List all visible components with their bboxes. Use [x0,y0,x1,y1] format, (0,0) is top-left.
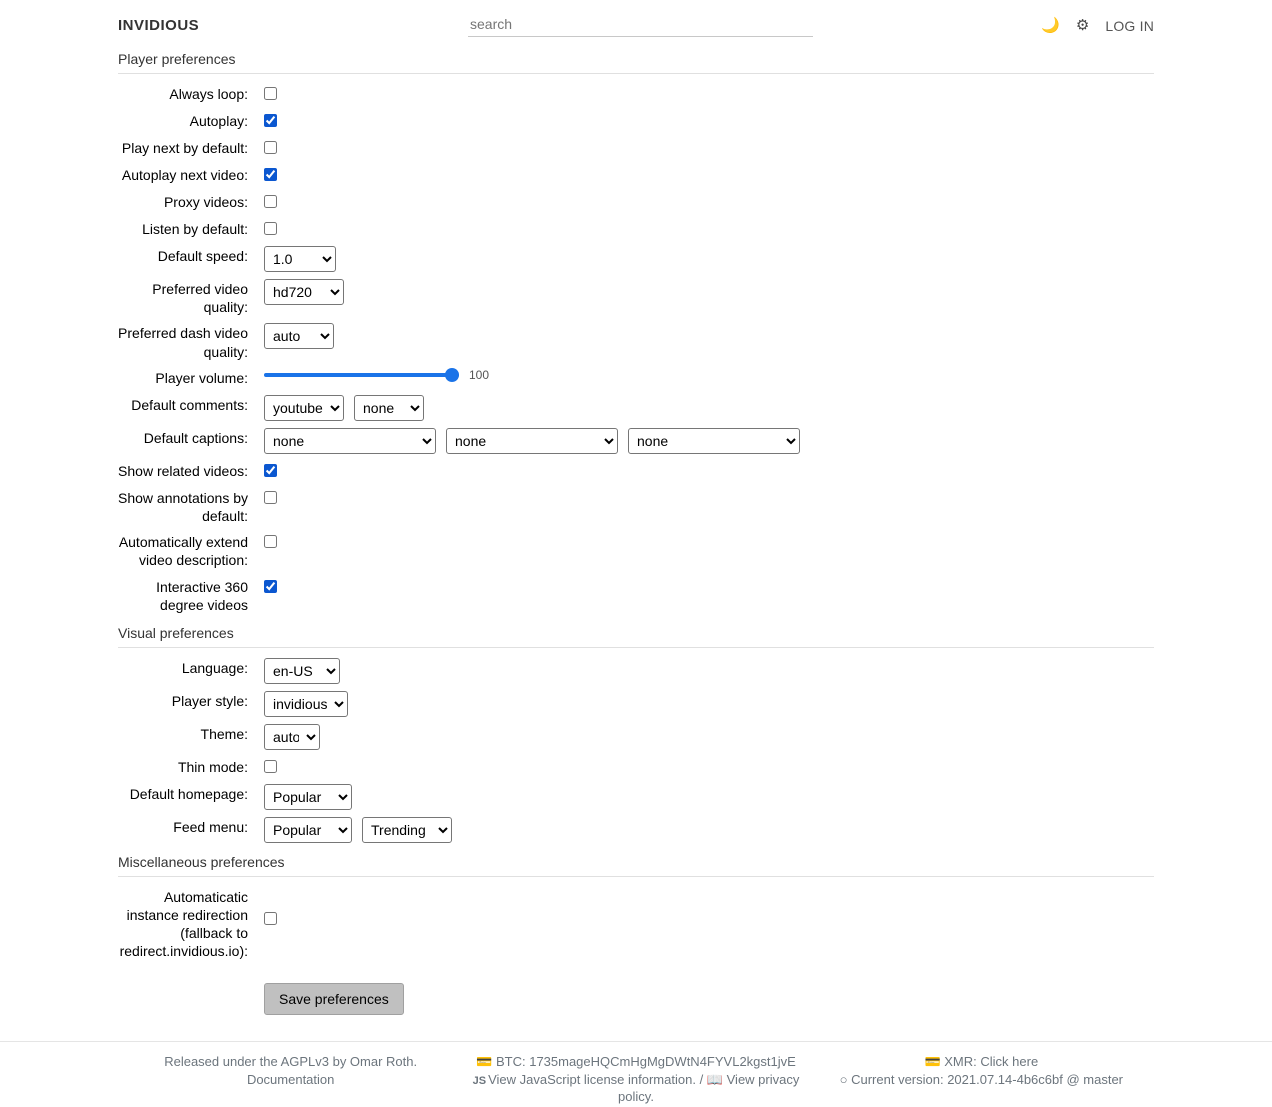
checkbox-always-loop[interactable] [264,87,277,100]
navbar-actions [813,18,1154,34]
label-feed-menu: Feed menu: [173,818,248,835]
checkbox-show-annotations[interactable] [264,491,277,504]
select-theme[interactable] [264,724,320,750]
footer-btc-link[interactable]: BTC: 1735mageHQCmHgMgDWtN4FYVL2kgst1jvE [495,1053,796,1069]
label-default-speed: Default speed: [157,248,248,264]
label-thin-mode: Thin mode: [177,758,248,775]
select-default-homepage[interactable] [264,784,352,810]
brand-link[interactable]: INVIDIOUS [118,17,200,34]
label-preferred-quality: Preferred video quality: [152,281,248,316]
pref-row-preferred-dash-quality [118,323,1154,360]
footer-center [463,1054,808,1107]
footer-documentation-link[interactable]: Documentation [246,1071,335,1087]
select-default-comments-1[interactable] [264,395,344,421]
pref-row-interactive-360 [118,577,1154,614]
pref-row-language [118,658,1154,684]
pref-row-theme [118,724,1154,750]
footer-privacy-link[interactable]: View privacy policy. [618,1071,800,1104]
checkbox-proxy-videos[interactable] [264,195,277,208]
label-show-related: Show related videos: [118,462,248,479]
navbar [0,0,1272,47]
pref-row-volume [118,368,1154,388]
checkbox-play-next[interactable] [264,141,277,154]
value-player-volume: 100 [469,367,490,382]
checkbox-show-related[interactable] [264,464,277,477]
pref-row-extend-description [118,532,1154,569]
pref-row-autoplay-next [118,165,1154,185]
monero-icon-right: 💳 [924,1053,941,1069]
label-theme: Theme: [200,725,248,742]
footer-separator: / [699,1071,704,1087]
select-default-comments-2[interactable] [354,395,424,421]
select-default-captions-2[interactable] [446,428,618,454]
label-play-next: Play next by default: [121,140,248,156]
pref-row-play-next [118,138,1154,158]
label-player-volume: Player volume: [155,369,248,386]
pref-row-thin-mode [118,757,1154,777]
pref-row-always-loop [118,84,1154,104]
select-language[interactable] [264,658,340,684]
label-default-homepage: Default homepage: [129,785,248,802]
label-default-comments: Default comments: [131,396,248,413]
search-input[interactable] [468,14,813,37]
select-preferred-quality[interactable] [264,279,344,305]
github-icon: ○ [839,1071,848,1087]
checkbox-autoplay-next[interactable] [264,168,277,181]
checkbox-listen-default[interactable] [264,222,277,235]
select-feed-menu-1[interactable] [264,817,352,843]
label-player-style: Player style: [171,692,248,709]
label-autoplay: Autoplay: [189,113,248,129]
pref-row-listen-default [118,219,1154,239]
label-auto-instance-redirect: Automaticatic instance redirection (fallback to redirect.invidious.io): [119,888,248,960]
pref-row-default-captions [118,428,1154,454]
pref-row-preferred-quality [118,279,1154,316]
label-language: Language: [181,659,248,676]
pref-row-feed-menu [118,817,1154,843]
section-title-visual: Visual preferences [118,621,1154,648]
section-title-player: Player preferences [118,47,1154,74]
select-default-captions-3[interactable] [628,428,800,454]
footer-js-license-link[interactable]: View JavaScript license information. [488,1071,696,1087]
pref-row-default-speed [118,246,1154,272]
footer-right [809,1054,1154,1107]
checkbox-auto-instance-redirect[interactable] [264,912,277,925]
monero-icon: 💳 [476,1053,493,1069]
search-box[interactable] [468,14,813,37]
label-always-loop: Always loop: [169,86,248,102]
gear-icon[interactable]: ⚙ [1075,17,1090,34]
pref-row-default-comments [118,395,1154,421]
preferences-form [0,47,1272,1015]
checkbox-thin-mode[interactable] [264,760,277,773]
brand-logo[interactable] [118,17,468,34]
select-feed-menu-2[interactable] [362,817,452,843]
footer-xmr-link[interactable]: XMR: Click here [944,1053,1039,1069]
label-show-annotations: Show annotations by default: [118,489,248,524]
select-default-captions-1[interactable] [264,428,436,454]
footer-license-text: Released under the AGPLv3 by Omar Roth. [164,1053,418,1069]
moon-icon[interactable]: 🌙 [1041,17,1060,34]
pref-row-show-related [118,461,1154,481]
label-default-captions: Default captions: [143,429,248,446]
save-row [118,983,1154,1015]
login-link[interactable]: LOG IN [1105,17,1154,34]
pref-row-show-annotations [118,488,1154,525]
save-preferences-button[interactable]: Save preferences [264,983,404,1015]
label-listen-default: Listen by default: [142,221,248,237]
book-icon: 📖 [706,1071,723,1087]
footer-version-link[interactable]: Current version: 2021.07.14-4b6c6bf @ master [851,1071,1124,1087]
pref-row-proxy-videos [118,192,1154,212]
select-player-style[interactable] [264,691,348,717]
select-preferred-dash-quality[interactable] [264,323,334,349]
pref-row-player-style [118,691,1154,717]
label-extend-description: Automatically extend video description: [118,534,248,569]
label-proxy-videos: Proxy videos: [163,194,248,210]
section-title-misc: Miscellaneous preferences [118,850,1154,877]
js-badge-icon: JS [472,1074,487,1087]
footer-left [118,1054,463,1107]
pref-row-default-homepage [118,784,1154,810]
slider-player-volume[interactable] [264,373,459,377]
select-default-speed[interactable] [264,246,336,272]
footer [0,1041,1272,1107]
pref-row-auto-instance-redirect [118,887,1154,961]
label-interactive-360: Interactive 360 degree videos [156,578,248,613]
checkbox-extend-description[interactable] [264,535,277,548]
label-preferred-dash-quality: Preferred dash video quality: [118,325,248,360]
checkbox-autoplay[interactable] [264,114,277,127]
pref-row-autoplay [118,111,1154,131]
checkbox-interactive-360[interactable] [264,580,277,593]
label-autoplay-next: Autoplay next video: [121,167,248,183]
